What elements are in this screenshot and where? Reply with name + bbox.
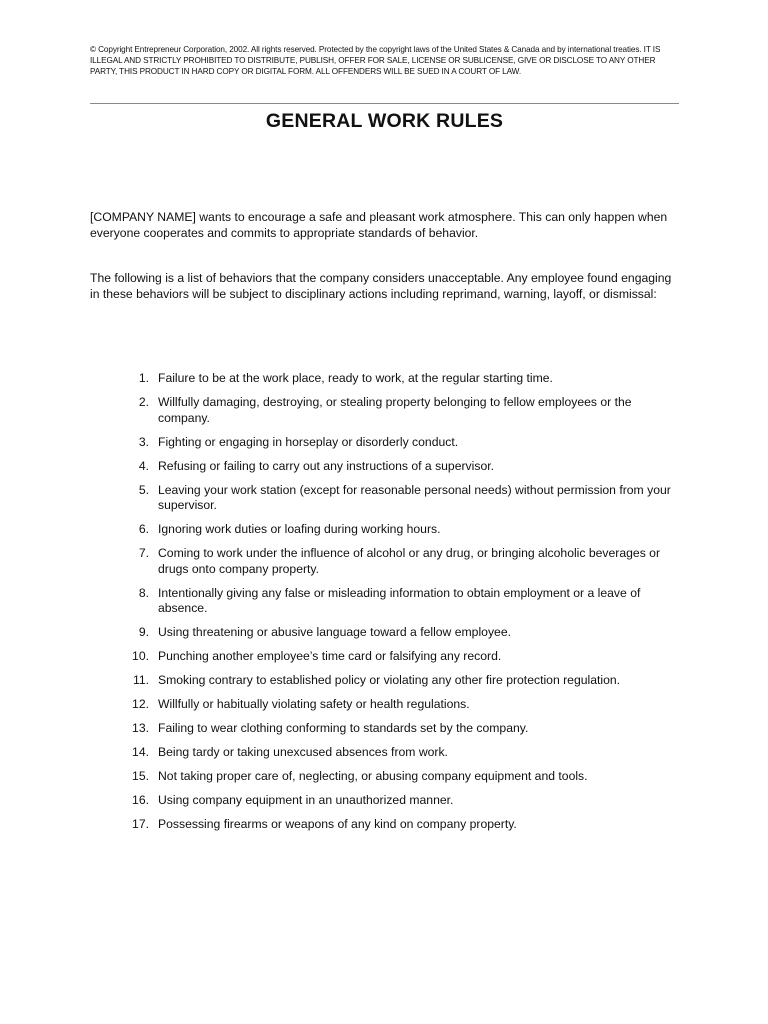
rule-text: Using threatening or abusive language toward a fellow employee. [158, 625, 511, 639]
copyright-notice: © Copyright Entrepreneur Corporation, 2002. All rights reserved. Protected by the copyright laws of the United States & Canada and by international treaties. IT IS ILLEGAL AND STRICTLY PROHIBITED TO DISTRIBUTE, PUBLISH, OFFER FOR SALE, LICENSE OR SUBLICENSE, GIVE OR DISCLOSE TO ANY OTHER PARTY, THIS PRODUCT IN HARD COPY OR DIGITAL FORM. ALL OFFENDERS WILL BE SUED IN A COURT OF LAW. [90, 45, 661, 76]
rule-number: 5. [138, 482, 149, 497]
rule-text: Ignoring work duties or loafing during working hours. [158, 522, 441, 536]
rule-number: 11. [132, 673, 149, 687]
rule-item [125, 483, 681, 514]
rule-item [125, 769, 681, 785]
rule-number: 2. [138, 395, 149, 409]
rule-number: 6. [138, 522, 149, 536]
rule-number: 7. [138, 546, 149, 560]
rule-number: 10. [132, 649, 149, 663]
rule-text: Coming to work under the influence of alcohol or any drug, or bringing alcoholic beverages or drugs onto company property. [158, 546, 661, 576]
intro-paragraph: [COMPANY NAME] wants to encourage a safe and pleasant work atmosphere. This can only happen when everyone cooperates and commits to appropriate standards of behavior. [90, 210, 668, 240]
rule-item [125, 625, 681, 641]
rule-number: 14. [132, 745, 149, 759]
rule-item [125, 649, 681, 665]
rule-text: Punching another employee’s time card or falsifying any record. [158, 649, 502, 663]
rule-text: Failure to be at the work place, ready to work, at the regular starting time. [158, 371, 553, 385]
rule-text: Failing to wear clothing conforming to standards set by the company. [158, 721, 529, 735]
rule-text: Possessing firearms or weapons of any kind on company property. [158, 817, 517, 831]
rule-item [125, 673, 681, 689]
rule-item [125, 745, 681, 761]
rule-text: Using company equipment in an unauthorized manner. [158, 793, 454, 807]
rule-item [125, 586, 681, 617]
rule-item [125, 697, 681, 713]
rule-text: Leaving your work station (except for reasonable personal needs) without permission from your supervisor. [158, 482, 671, 512]
rule-number: 4. [138, 458, 149, 473]
rule-text: Willfully damaging, destroying, or stealing property belonging to fellow employees or the company. [158, 395, 632, 425]
rule-item [125, 435, 681, 451]
rule-text: Smoking contrary to established policy or violating any other fire protection regulation. [158, 673, 621, 687]
header-divider [90, 103, 679, 104]
rule-number: 9. [138, 625, 149, 639]
rule-item [125, 793, 681, 809]
rule-number: 16. [132, 793, 149, 807]
rule-text: Being tardy or taking unexcused absences from work. [158, 745, 448, 759]
rule-text: Refusing or failing to carry out any instructions of a supervisor. [158, 458, 494, 473]
policy-paragraph: The following is a list of behaviors that the company considers unacceptable. Any employee found engaging in these behaviors will be subject to disciplinary actions including reprimand, warning, layoff, or dismissal: [90, 271, 672, 301]
rule-text: Willfully or habitually violating safety or health regulations. [158, 697, 470, 711]
rules-list [125, 371, 681, 841]
rule-number: 8. [138, 585, 149, 600]
rule-number: 1. [138, 371, 149, 385]
rule-number: 17. [132, 817, 149, 831]
rule-text: Not taking proper care of, neglecting, or abusing company equipment and tools. [158, 769, 588, 783]
rule-item [125, 522, 681, 538]
rule-item [125, 817, 681, 833]
rule-number: 3. [138, 434, 149, 449]
rule-item [125, 459, 681, 475]
rule-item [125, 546, 681, 577]
rule-item [125, 395, 681, 426]
rule-item [125, 371, 681, 387]
rule-number: 12. [132, 697, 149, 711]
rule-number: 13. [132, 721, 149, 735]
rule-text: Intentionally giving any false or misleading information to obtain employment or a leave of absence. [158, 585, 641, 615]
rule-text: Fighting or engaging in horseplay or disorderly conduct. [158, 434, 459, 449]
rule-number: 15. [132, 769, 149, 783]
document-title: GENERAL WORK RULES [265, 110, 504, 132]
rule-item [125, 721, 681, 737]
